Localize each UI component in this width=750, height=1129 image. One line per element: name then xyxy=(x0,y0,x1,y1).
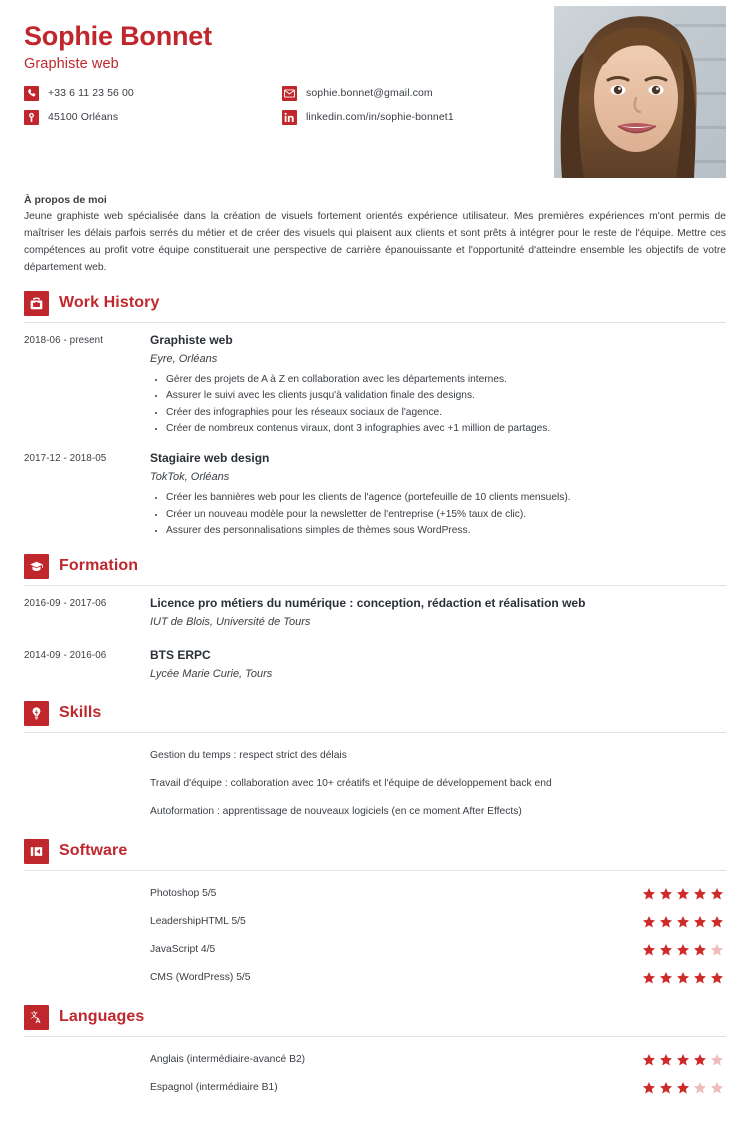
page-bottom-spacer xyxy=(24,1103,726,1129)
education-entry-date: 2014-09 - 2016-06 xyxy=(24,649,107,661)
education-entry-date: 2016-09 - 2017-06 xyxy=(24,597,107,609)
star-filled-icon xyxy=(676,915,690,929)
star-empty-icon xyxy=(710,1053,724,1067)
section-title-work-history: Work History xyxy=(59,294,160,312)
software-item xyxy=(24,909,726,935)
star-filled-icon xyxy=(676,1081,690,1095)
linkedin-icon xyxy=(282,110,297,125)
star-filled-icon xyxy=(642,943,656,957)
software-label: JavaScript 4/5 xyxy=(150,944,216,956)
contact-location[interactable] xyxy=(24,110,282,125)
contact-linkedin[interactable] xyxy=(282,110,524,125)
star-filled-icon xyxy=(659,887,673,901)
star-filled-icon xyxy=(676,971,690,985)
contact-location-value: 45100 Orléans xyxy=(48,111,119,124)
translate-icon xyxy=(24,1005,49,1030)
page-title: Sophie Bonnet xyxy=(24,21,212,51)
rating-stars xyxy=(642,887,726,901)
section-skills xyxy=(24,701,726,825)
work-entry-bullets xyxy=(150,372,726,438)
software-label: LeadershipHTML 5/5 xyxy=(150,916,246,928)
contact-linkedin-value: linkedin.com/in/sophie-bonnet1 xyxy=(306,111,454,124)
contact-email-value: sophie.bonnet@gmail.com xyxy=(306,87,433,100)
work-entry-role: Stagiaire web design xyxy=(150,451,270,465)
contact-email[interactable] xyxy=(282,86,524,101)
skill-label: Autoformation : apprentissage de nouveaux logiciels (en ce moment After Effects) xyxy=(150,806,522,818)
list-item: • Assurer des personnalisations simples de thèmes sous WordPress. xyxy=(166,523,726,540)
software-item xyxy=(24,881,726,907)
resume-header xyxy=(24,0,726,186)
list-item: • Assurer le suivi avec les clients jusqu'à validation finale des designs. xyxy=(166,388,726,405)
star-filled-icon xyxy=(693,915,707,929)
work-entry-org: TokTok, Orléans xyxy=(150,471,230,483)
education-entry-body xyxy=(150,648,726,687)
star-filled-icon xyxy=(710,915,724,929)
education-entry-school: Lycée Marie Curie, Tours xyxy=(150,667,273,680)
work-entry-body xyxy=(150,451,726,540)
list-item: • Créer des infographies pour les réseaux sociaux de l'agence. xyxy=(166,405,726,422)
list-item: • Créer de nombreux contenus viraux, dont 3 infographies avec +1 million de partages. xyxy=(166,421,726,438)
work-entry xyxy=(24,451,726,540)
phone-icon xyxy=(24,86,39,101)
list-item: • Créer un nouveau modèle pour la newsletter de l'entreprise (+15% taux de clic). xyxy=(166,507,726,524)
skill-item xyxy=(24,799,726,825)
education-entry xyxy=(24,648,726,687)
briefcase-icon xyxy=(24,291,49,316)
star-filled-icon xyxy=(693,1053,707,1067)
education-entry-school: IUT de Blois, Université de Tours xyxy=(150,615,311,628)
star-filled-icon xyxy=(676,887,690,901)
work-entry-date: 2018-06 - present xyxy=(24,334,104,346)
section-header-work-history xyxy=(24,291,726,323)
rating-stars xyxy=(642,915,726,929)
education-entry xyxy=(24,596,726,635)
graduation-cap-icon xyxy=(24,554,49,579)
star-filled-icon xyxy=(659,1053,673,1067)
language-item xyxy=(24,1047,726,1073)
rating-stars xyxy=(642,1053,726,1067)
star-filled-icon xyxy=(693,971,707,985)
star-empty-icon xyxy=(710,943,724,957)
work-entry xyxy=(24,333,726,438)
star-filled-icon xyxy=(659,915,673,929)
section-header-skills xyxy=(24,701,726,733)
skill-item xyxy=(24,771,726,797)
star-filled-icon xyxy=(659,943,673,957)
star-filled-icon xyxy=(676,943,690,957)
education-entry-degree: BTS ERPC xyxy=(150,647,211,662)
contact-phone-value: +33 6 11 23 56 00 xyxy=(48,87,134,100)
about-body: Jeune graphiste web spécialisée dans la création de visuels fortement orientés expérience utilisateur. Mes premières expériences m'ont permis de maîtriser les délais parfois serrés du métier et de créer des visuels qui plaisent aux clients et sont prêts à intégrer pour le reste de l'équipe. Mettre ces compétences au profit votre équipe constituerait une perspective de carrière épanouissante et l'opportunité d'atteindre ensemble les objectifs de votre département web. xyxy=(24,211,726,273)
section-languages xyxy=(24,1005,726,1101)
star-filled-icon xyxy=(710,971,724,985)
star-empty-icon xyxy=(710,1081,724,1095)
about-section xyxy=(24,194,726,277)
avatar-photo xyxy=(554,6,726,178)
rating-stars xyxy=(642,971,726,985)
skill-label: Travail d'équipe : collaboration avec 10+ créatifs et l'équipe de développement back end xyxy=(150,778,552,790)
list-item: • Créer les bannières web pour les clients de l'agence (portefeuille de 10 clients mensuels). xyxy=(166,490,726,507)
star-filled-icon xyxy=(642,1081,656,1095)
location-icon xyxy=(24,110,39,125)
contact-phone[interactable] xyxy=(24,86,282,101)
star-filled-icon xyxy=(642,887,656,901)
email-icon xyxy=(282,86,297,101)
contact-details xyxy=(24,86,524,125)
avatar xyxy=(554,6,726,178)
skill-label: Gestion du temps : respect strict des délais xyxy=(150,750,347,762)
star-filled-icon xyxy=(659,1081,673,1095)
star-filled-icon xyxy=(693,887,707,901)
star-filled-icon xyxy=(659,971,673,985)
star-filled-icon xyxy=(642,971,656,985)
section-title-skills: Skills xyxy=(59,704,102,722)
star-empty-icon xyxy=(693,1081,707,1095)
job-title: Graphiste web xyxy=(24,55,119,72)
education-entry-degree: Licence pro métiers du numérique : conception, rédaction et réalisation web xyxy=(150,595,586,610)
section-title-education: Formation xyxy=(59,557,139,575)
education-entry-body xyxy=(150,596,726,635)
star-filled-icon xyxy=(693,943,707,957)
star-filled-icon xyxy=(642,915,656,929)
section-header-education xyxy=(24,554,726,586)
star-filled-icon xyxy=(676,1053,690,1067)
star-filled-icon xyxy=(710,887,724,901)
software-label: Photoshop 5/5 xyxy=(150,888,217,900)
section-work-history xyxy=(24,291,726,540)
about-title: À propos de moi xyxy=(24,194,107,206)
section-header-languages xyxy=(24,1005,726,1037)
work-entry-role: Graphiste web xyxy=(150,332,233,347)
software-window-icon xyxy=(24,839,49,864)
rating-stars xyxy=(642,943,726,957)
language-label: Espagnol (intermédiaire B1) xyxy=(150,1082,278,1094)
skill-item xyxy=(24,743,726,769)
svg-text:文: 文 xyxy=(30,1011,38,1020)
rating-stars xyxy=(642,1081,726,1095)
section-education xyxy=(24,554,726,687)
section-title-software: Software xyxy=(59,842,128,860)
section-software xyxy=(24,839,726,991)
work-entry-body xyxy=(150,333,726,438)
list-item: • Gérer des projets de A à Z en collaboration avec les départements internes. xyxy=(166,372,726,389)
section-header-software xyxy=(24,839,726,871)
work-entry-org: Eyre, Orléans xyxy=(150,352,218,365)
software-item xyxy=(24,965,726,991)
work-entry-bullets xyxy=(150,490,726,540)
software-label: CMS (WordPress) 5/5 xyxy=(150,972,251,984)
language-item xyxy=(24,1075,726,1101)
language-label: Anglais (intermédiaire-avancé B2) xyxy=(150,1054,306,1066)
svg-text:A: A xyxy=(35,1016,41,1025)
star-filled-icon xyxy=(642,1053,656,1067)
lightbulb-icon xyxy=(24,701,49,726)
work-entry-date: 2017-12 - 2018-05 xyxy=(24,453,107,464)
section-title-languages: Languages xyxy=(59,1008,145,1026)
software-item xyxy=(24,937,726,963)
